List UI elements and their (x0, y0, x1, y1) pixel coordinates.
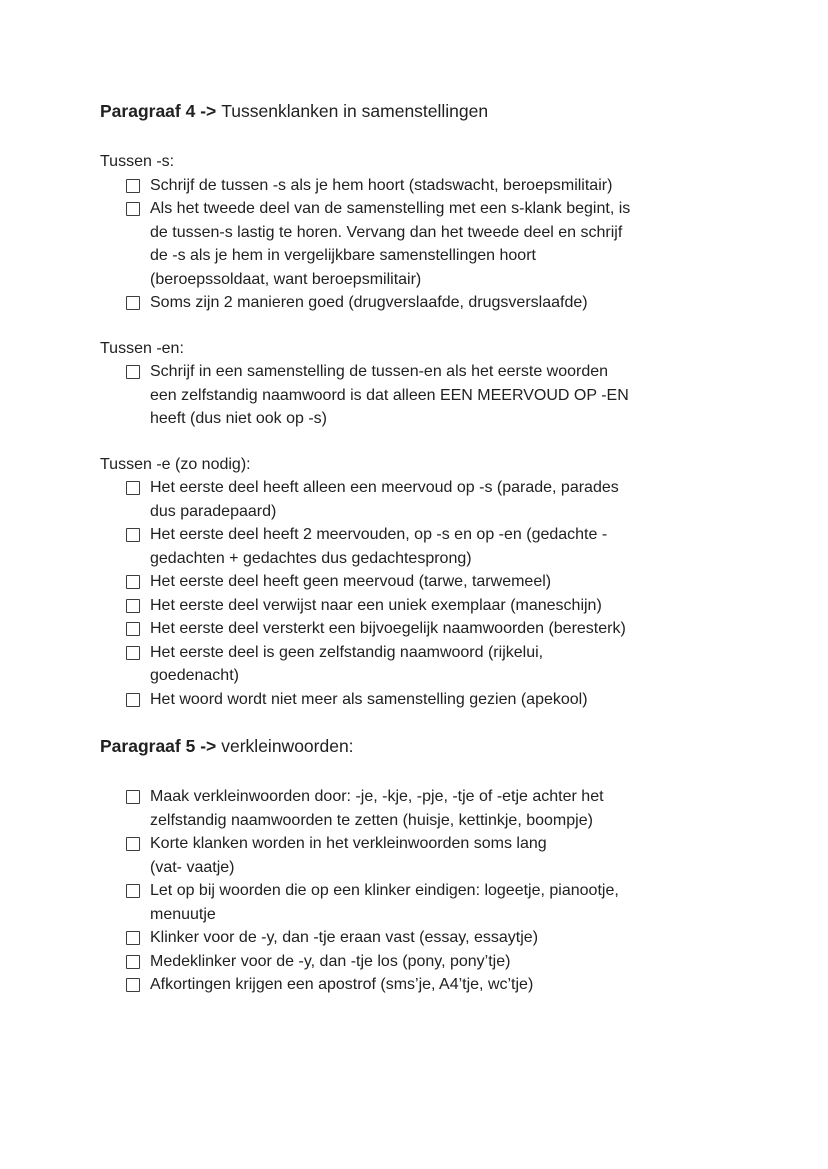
checklist-item (126, 641, 768, 688)
text-line: Medeklinker voor de -y, dan -tje los (pony, pony’tje) (150, 952, 511, 970)
checklist-item (126, 291, 768, 315)
text-line: dus paradepaard) (150, 502, 277, 520)
text-line: (beroepssoldaat, want beroepsmilitair) (150, 270, 422, 288)
checklist-item-text (150, 523, 768, 570)
heading-lead: Paragraaf 4 -> (100, 101, 217, 121)
checklist-item (126, 832, 768, 879)
text-line: een zelfstandig naamwoord is dat alleen EEN MEERVOUD OP -EN (150, 386, 629, 404)
checkbox-icon (126, 884, 140, 898)
checklist-item-text (150, 617, 768, 641)
checklist-item (126, 879, 768, 926)
text-line: Het eerste deel heeft 2 meervouden, op -s en op -en (gedachte - (150, 526, 608, 543)
section-label: Tussen -s: (100, 153, 175, 170)
section-heading (100, 98, 768, 124)
checkbox-icon (126, 296, 140, 310)
text-line: heeft (dus niet ook op -s) (150, 410, 327, 427)
heading-title: verkleinwoorden: (221, 736, 354, 756)
checklist-item-text (150, 926, 768, 950)
heading-lead: Paragraaf 5 -> (100, 736, 217, 756)
text-line: goedenacht) (150, 667, 239, 684)
text-line: (vat- vaatje) (150, 858, 235, 876)
text-line: Afkortingen krijgen een apostrof (sms’je, A4’tje, wc’tje) (150, 976, 534, 993)
text-line: Soms zijn 2 manieren goed (drugverslaafde, drugsverslaafde) (150, 294, 588, 311)
checklist-item-text (150, 360, 768, 431)
checklist-item (126, 360, 768, 431)
checklist-item-text (150, 174, 768, 198)
checklist-item-text (150, 594, 768, 618)
checklist (126, 476, 768, 711)
text-line: Het woord wordt niet meer als samenstelling gezien (apekool) (150, 690, 588, 708)
text-line: Schrijf de tussen -s als je hem hoort (stadswacht, beroepsmilitair) (150, 176, 613, 194)
checklist-item-text (150, 973, 768, 997)
checklist-item (126, 973, 768, 997)
checklist-item-text (150, 785, 768, 832)
checkbox-icon (126, 599, 140, 613)
checkbox-icon (126, 790, 140, 804)
checklist-item-text (150, 197, 768, 291)
checklist-item (126, 523, 768, 570)
text-line: Het eerste deel is geen zelfstandig naamwoord (rijkelui, (150, 643, 544, 661)
checklist-item-text (150, 570, 768, 594)
checklist-item-text (150, 476, 768, 523)
section-label: Tussen -e (zo nodig): (100, 455, 251, 473)
checklist-item (126, 570, 768, 594)
checkbox-icon (126, 481, 140, 495)
text-line: Schrijf in een samenstelling de tussen-en als het eerste woorden (150, 363, 609, 380)
checklist-item (126, 617, 768, 641)
text-line: zelfstandig naamwoorden te zetten (huisje, kettinkje, boompje) (150, 811, 593, 829)
checklist-item (126, 174, 768, 198)
text-line: Het eerste deel verwijst naar een uniek exemplaar (maneschijn) (150, 596, 602, 614)
checklist (126, 785, 768, 997)
text-line: Korte klanken worden in het verkleinwoorden soms lang (150, 835, 547, 852)
checklist (126, 174, 768, 315)
text-line: gedachten + gedachtes dus gedachtesprong) (150, 549, 472, 567)
checkbox-icon (126, 365, 140, 379)
checklist-item-text (150, 688, 768, 712)
checklist-item (126, 688, 768, 712)
checklist-item-text (150, 879, 768, 926)
checklist-item (126, 197, 768, 291)
checkbox-icon (126, 978, 140, 992)
text-line: Het eerste deel versterkt een bijvoegelijk naamwoorden (beresterk) (150, 620, 626, 637)
section-label: Tussen -en: (100, 339, 184, 357)
section-heading (100, 733, 768, 759)
text-line: Maak verkleinwoorden door: -je, -kje, -pje, -tje of -etje achter het (150, 788, 604, 805)
checklist-item (126, 785, 768, 832)
checkbox-icon (126, 931, 140, 945)
checkbox-icon (126, 646, 140, 660)
checklist-item-text (150, 641, 768, 688)
checklist-item (126, 950, 768, 974)
heading-title: Tussenklanken in samenstellingen (221, 101, 489, 121)
checkbox-icon (126, 955, 140, 969)
text-line: Het eerste deel heeft alleen een meervoud op -s (parade, parades (150, 479, 619, 496)
text-line: menuutje (150, 905, 216, 923)
checklist-item-text (150, 832, 768, 879)
checkbox-icon (126, 575, 140, 589)
checkbox-icon (126, 693, 140, 707)
checklist (126, 360, 768, 431)
text-line: Het eerste deel heeft geen meervoud (tarwe, tarwemeel) (150, 573, 552, 590)
checklist-item (126, 594, 768, 618)
checklist-item-text (150, 950, 768, 974)
checkbox-icon (126, 528, 140, 542)
text-line: Klinker voor de -y, dan -tje eraan vast (essay, essaytje) (150, 929, 539, 946)
checklist-item (126, 476, 768, 523)
checkbox-icon (126, 202, 140, 216)
checklist-item-text (150, 291, 768, 315)
text-line: Als het tweede deel van de samenstelling met een s-klank begint, is (150, 200, 631, 217)
checkbox-icon (126, 837, 140, 851)
text-line: de tussen-s lastig te horen. Vervang dan het tweede deel en schrijf (150, 223, 623, 241)
text-line: Let op bij woorden die op een klinker eindigen: logeetje, pianootje, (150, 882, 619, 899)
text-line: de -s als je hem in vergelijkbare samenstellingen hoort (150, 247, 536, 264)
checklist-item (126, 926, 768, 950)
checkbox-icon (126, 179, 140, 193)
checkbox-icon (126, 622, 140, 636)
